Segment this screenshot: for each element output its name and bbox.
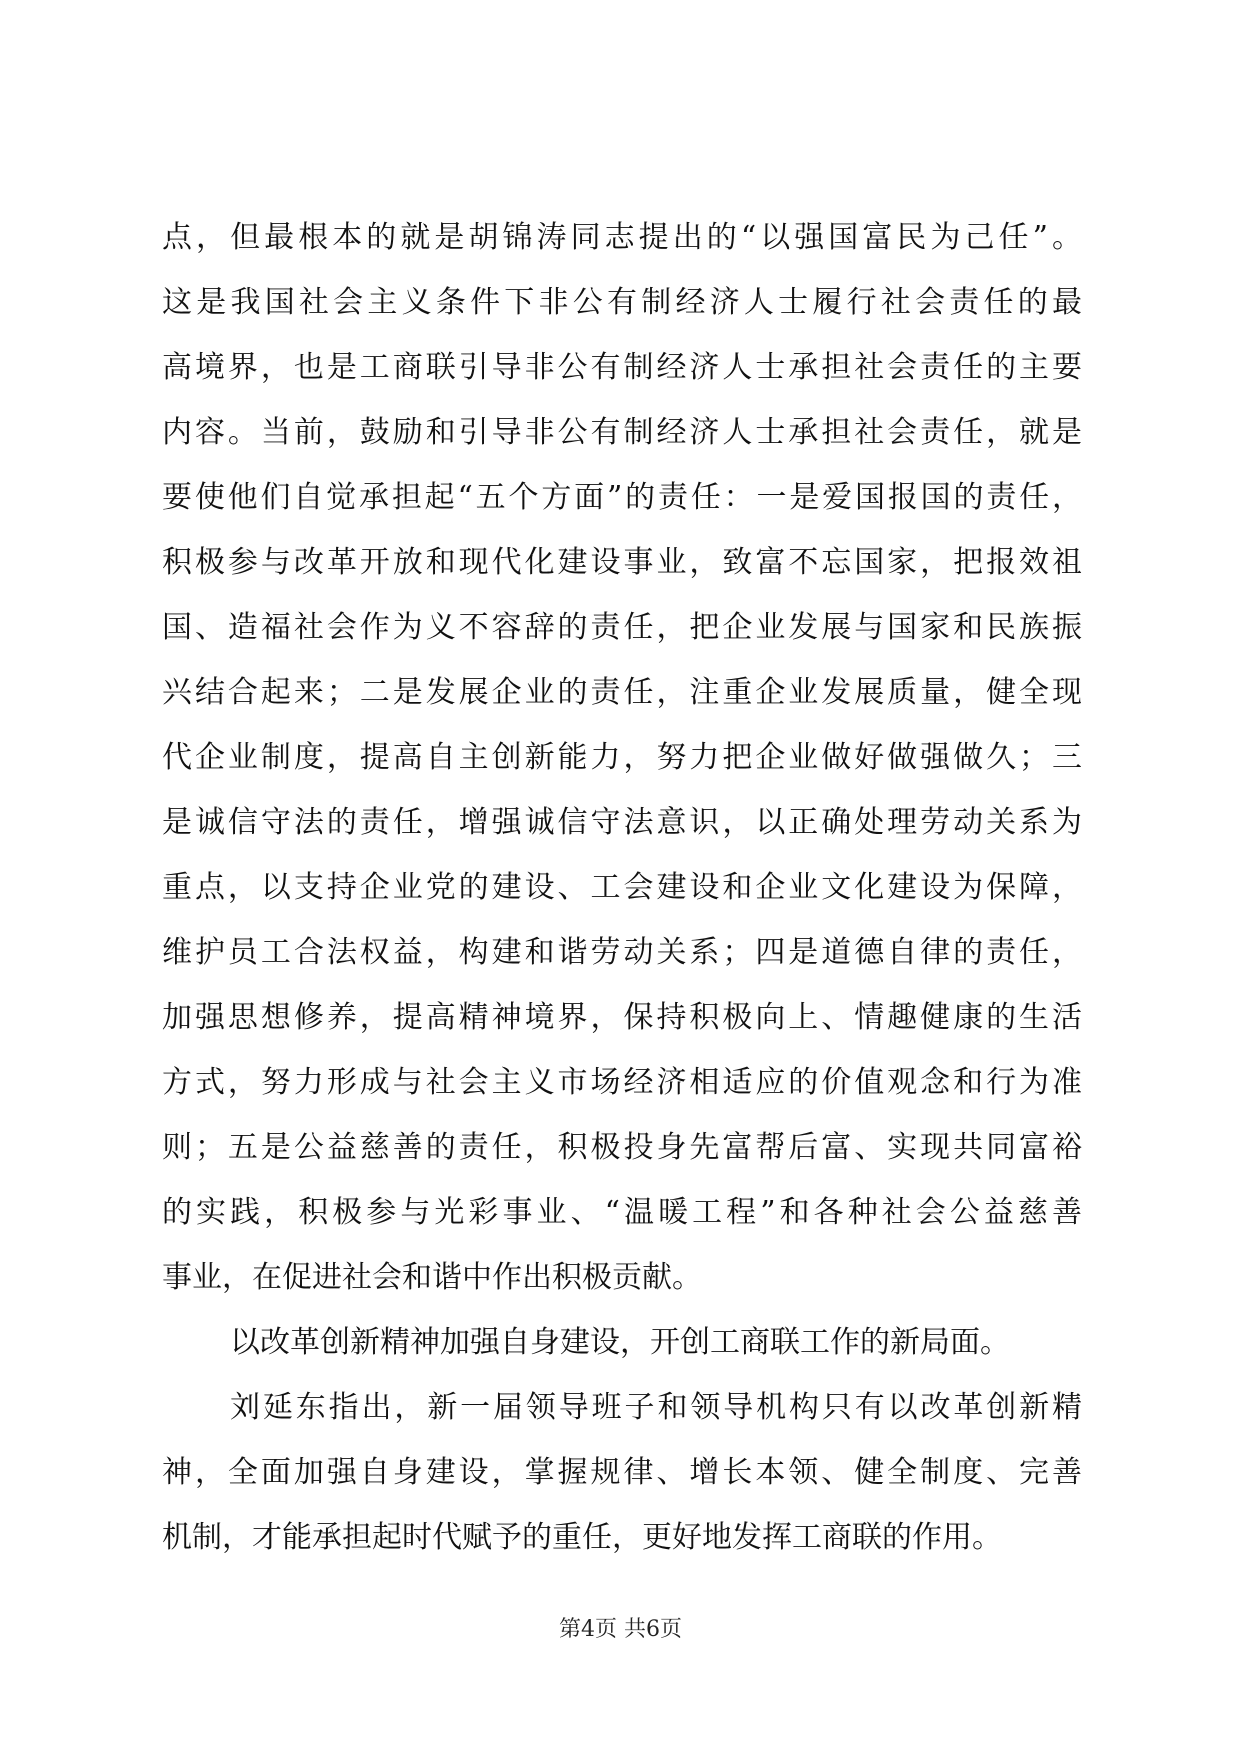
text-line: 代企业制度，提高自主创新能力，努力把企业做好做强做久；三 [162,740,1082,775]
text-line: 维护员工合法权益，构建和谐劳动关系；四是道德自律的责任， [162,935,1082,970]
text-line: 加强思想修养，提高精神境界，保持积极向上、情趣健康的生活 [162,1000,1082,1035]
text-line: 方式，努力形成与社会主义市场经济相适应的价值观念和行为准 [162,1065,1082,1100]
text-line: 的实践，积极参与光彩事业、“温暖工程”和各种社会公益慈善 [162,1195,1082,1230]
text-line: 则；五是公益慈善的责任，积极投身先富帮后富、实现共同富裕 [162,1130,1082,1165]
page-number-footer: 第4页 共6页 [559,1617,682,1642]
text-line: 兴结合起来；二是发展企业的责任，注重企业发展质量，健全现 [162,675,1082,710]
text-line: 神，全面加强自身建设，掌握规律、增长本领、健全制度、完善 [162,1455,1082,1490]
text-line: 这是我国社会主义条件下非公有制经济人士履行社会责任的最 [162,285,1082,320]
text-line: 国、造福社会作为义不容辞的责任，把企业发展与国家和民族振 [162,610,1082,645]
text-line: 重点，以支持企业党的建设、工会建设和企业文化建设为保障， [162,870,1082,905]
text-line: 刘延东指出，新一届领导班子和领导机构只有以改革创新精 [230,1390,1082,1425]
body-text [162,205,1082,1570]
text-line: 是诚信守法的责任，增强诚信守法意识，以正确处理劳动关系为 [162,805,1082,840]
text-line: 事业，在促进社会和谐中作出积极贡献。 [162,1260,702,1295]
text-line: 点，但最根本的就是胡锦涛同志提出的“以强国富民为己任”。 [162,220,1082,255]
text-line: 要使他们自觉承担起“五个方面”的责任：一是爱国报国的责任， [162,480,1082,515]
text-line: 高境界，也是工商联引导非公有制经济人士承担社会责任的主要 [162,350,1082,385]
text-line: 机制，才能承担起时代赋予的重任，更好地发挥工商联的作用。 [162,1520,1002,1555]
text-line: 积极参与改革开放和现代化建设事业，致富不忘国家，把报效祖 [162,545,1082,580]
section-heading-line: 以改革创新精神加强自身建设，开创工商联工作的新局面。 [230,1325,1010,1360]
text-line: 内容。当前，鼓励和引导非公有制经济人士承担社会责任，就是 [162,415,1082,450]
